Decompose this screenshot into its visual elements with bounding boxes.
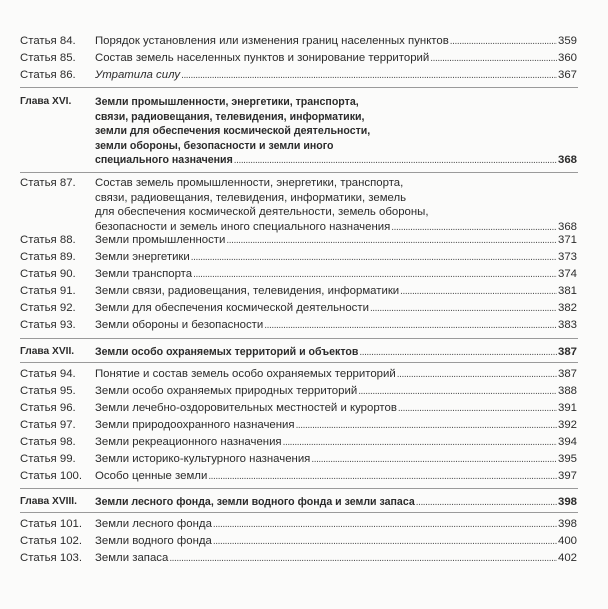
chapter-title-line: Земли лесного фонда, земли водного фонда и земли запаса	[95, 496, 415, 508]
entry-label: Статья 98.	[20, 436, 76, 448]
chapter-title-line: связи, радиовещания, телевидения, информатики,	[95, 110, 365, 123]
page-number: 373	[557, 251, 577, 263]
chapter-title-line: Земли промышленности, энергетики, транспорта,	[95, 96, 359, 108]
page-number: 402	[557, 552, 577, 564]
leader-dots	[311, 453, 557, 468]
page-number: 374	[557, 268, 577, 280]
entry-title: Особо ценные земли	[95, 470, 208, 482]
entry-label: Статья 90.	[20, 268, 76, 280]
entry-label: Статья 95.	[20, 385, 76, 397]
entry-title: Земли лесного фонда	[95, 518, 212, 530]
chapter-title-line: специального назначения	[95, 154, 233, 167]
page-number: 383	[557, 319, 577, 331]
entry-label: Статья 88.	[20, 234, 76, 246]
leader-dots	[370, 302, 557, 317]
page-number: 397	[557, 470, 577, 482]
leader-dots	[400, 285, 557, 300]
entry-title: Состав земель населенных пунктов и зонирование территорий	[95, 52, 430, 64]
entry-title-line: Состав земель промышленности, энергетики, транспорта,	[95, 177, 404, 189]
page-number: 367	[557, 69, 577, 81]
chapter-title-line: земли для обеспечения космической деятельности,	[95, 125, 371, 138]
entry-label: Статья 91.	[20, 285, 76, 297]
entry-title: Земли связи, радиовещания, телевидения, информатики	[95, 285, 400, 297]
page-number: 387	[557, 346, 577, 358]
entry-title: Земли рекреационного назначения	[95, 436, 282, 448]
entry-title: Понятие и состав земель особо охраняемых территорий	[95, 368, 396, 380]
leader-dots	[226, 234, 557, 249]
leader-dots	[358, 385, 557, 400]
entry-label: Статья 94.	[20, 368, 76, 380]
section-divider	[20, 488, 578, 489]
entry-label: Статья 85.	[20, 52, 76, 64]
page-number: 392	[557, 419, 577, 431]
chapter-title-line: Земли особо охраняемых территорий и объектов	[95, 346, 359, 358]
entry-title: Земли историко-культурного назначения	[95, 453, 311, 465]
entry-title-line: связи, радиовещания, телевидения, информатики, земель	[95, 191, 407, 204]
entry-title: Земли водного фонда	[95, 535, 212, 547]
leader-dots	[181, 69, 557, 84]
page-number: 387	[557, 368, 577, 380]
section-divider	[20, 172, 578, 173]
page-number: 359	[557, 35, 577, 47]
entry-title: Земли транспорта	[95, 268, 193, 280]
leader-dots	[213, 535, 557, 550]
entry-label: Статья 96.	[20, 402, 76, 414]
entry-label: Статья 101.	[20, 518, 83, 530]
entry-label: Статья 100.	[20, 470, 83, 482]
entry-title: Земли особо охраняемых природных территорий	[95, 385, 358, 397]
entry-title: Земли запаса	[95, 552, 169, 564]
leader-dots	[397, 368, 557, 383]
chapter-label: Глава XVII.	[20, 346, 75, 357]
entry-title: Земли для обеспечения космической деятельности	[95, 302, 369, 314]
entry-label: Статья 103.	[20, 552, 83, 564]
leader-dots	[398, 402, 557, 417]
section-divider	[20, 87, 578, 88]
entry-title-line: безопасности и земель иного специального назначения	[95, 220, 391, 233]
chapter-title-line: земли обороны, безопасности и земли иного	[95, 139, 334, 152]
entry-title-line: для обеспечения космической деятельности, земель обороны,	[95, 206, 429, 219]
chapter-label: Глава XVI.	[20, 96, 72, 107]
page-number: 398	[557, 518, 577, 530]
leader-dots	[169, 552, 557, 567]
section-divider	[20, 362, 578, 363]
page-number: 398	[557, 496, 577, 508]
page-number: 395	[557, 453, 577, 465]
entry-label: Статья 87.	[20, 177, 76, 189]
entry-label: Статья 99.	[20, 453, 76, 465]
entry-label: Статья 86.	[20, 69, 76, 81]
leader-dots	[450, 35, 557, 50]
leader-dots	[208, 470, 557, 485]
leader-dots	[416, 496, 557, 511]
page-number: 368	[557, 154, 577, 167]
leader-dots	[213, 518, 557, 533]
page-number: 388	[557, 385, 577, 397]
leader-dots	[264, 319, 557, 334]
leader-dots	[234, 154, 557, 169]
entry-label: Статья 84.	[20, 35, 76, 47]
page-number: 391	[557, 402, 577, 414]
page-number: 368	[557, 220, 577, 233]
page-number: 360	[557, 52, 577, 64]
page-number: 371	[557, 234, 577, 246]
section-divider	[20, 338, 578, 339]
leader-dots	[430, 52, 557, 67]
leader-dots	[191, 251, 557, 266]
entry-label: Статья 102.	[20, 535, 83, 547]
entry-title: Земли лечебно-оздоровительных местностей и курортов	[95, 402, 397, 414]
leader-dots	[283, 436, 557, 451]
leader-dots	[193, 268, 557, 283]
entry-label: Статья 92.	[20, 302, 76, 314]
entry-title: Утратила силу	[95, 69, 181, 81]
section-divider	[20, 512, 578, 513]
page-number: 382	[557, 302, 577, 314]
page-number: 400	[557, 535, 577, 547]
page-number: 381	[557, 285, 577, 297]
chapter-label: Глава XVIII.	[20, 496, 77, 507]
entry-title: Земли промышленности	[95, 234, 226, 246]
entry-label: Статья 93.	[20, 319, 76, 331]
entry-title: Порядок установления или изменения границ населенных пунктов	[95, 35, 449, 47]
entry-label: Статья 97.	[20, 419, 76, 431]
page-number: 394	[557, 436, 577, 448]
leader-dots	[296, 419, 557, 434]
entry-label: Статья 89.	[20, 251, 76, 263]
leader-dots	[359, 346, 557, 361]
entry-title: Земли обороны и безопасности	[95, 319, 264, 331]
entry-title: Земли энергетики	[95, 251, 190, 263]
entry-title: Земли природоохранного назначения	[95, 419, 295, 431]
